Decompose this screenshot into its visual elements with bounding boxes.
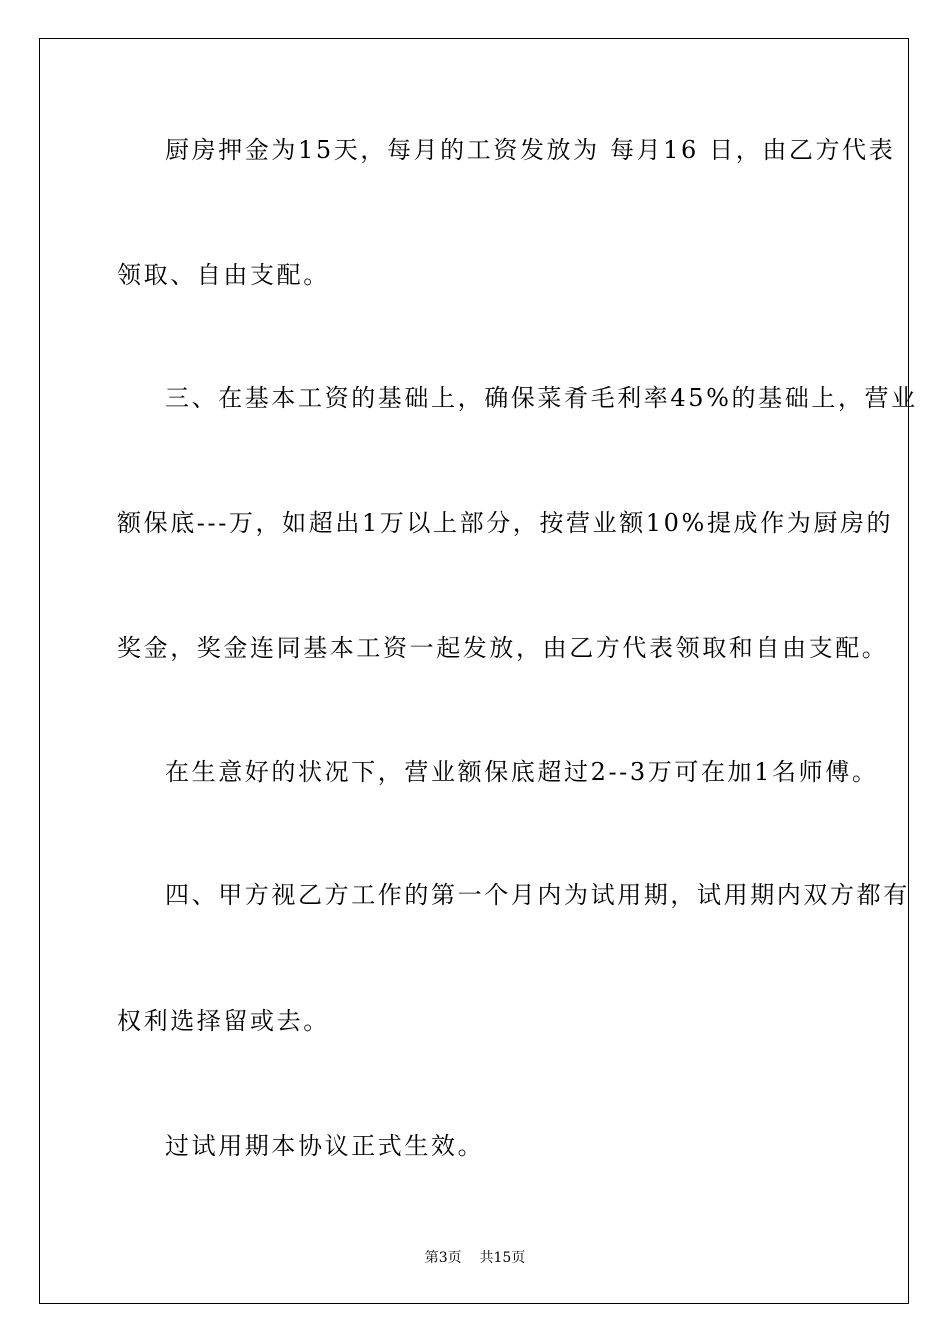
page-total: 共15页 [479, 1250, 526, 1266]
paragraph-line-1: 厨房押金为15天，每月的工资发放为 每月16 日，由乙方代表 [165, 136, 896, 164]
paragraph-line-3: 三、在基本工资的基础上，确保菜肴毛利率45%的基础上，营业 [165, 384, 918, 412]
page-footer [0, 1247, 950, 1267]
page-border [39, 38, 918, 1304]
paragraph-line-9: 过试用期本协议正式生效。 [165, 1132, 485, 1160]
paragraph-line-6: 在生意好的状况下，营业额保底超过2--3万可在加1名师傅。 [165, 758, 879, 786]
paragraph-line-4: 额保底---万，如超出1万以上部分，按营业额10%提成作为厨房的 [117, 509, 894, 537]
paragraph-line-2: 领取、自由支配。 [117, 261, 330, 289]
paragraph-line-7: 四、甲方视乙方工作的第一个月内为试用期，试用期内双方都有 [165, 881, 910, 909]
paragraph-line-8: 权利选择留或去。 [117, 1007, 330, 1035]
paragraph-line-5: 奖金，奖金连同基本工资一起发放，由乙方代表领取和自由支配。 [117, 634, 889, 662]
page-number: 第3页 [424, 1250, 462, 1266]
